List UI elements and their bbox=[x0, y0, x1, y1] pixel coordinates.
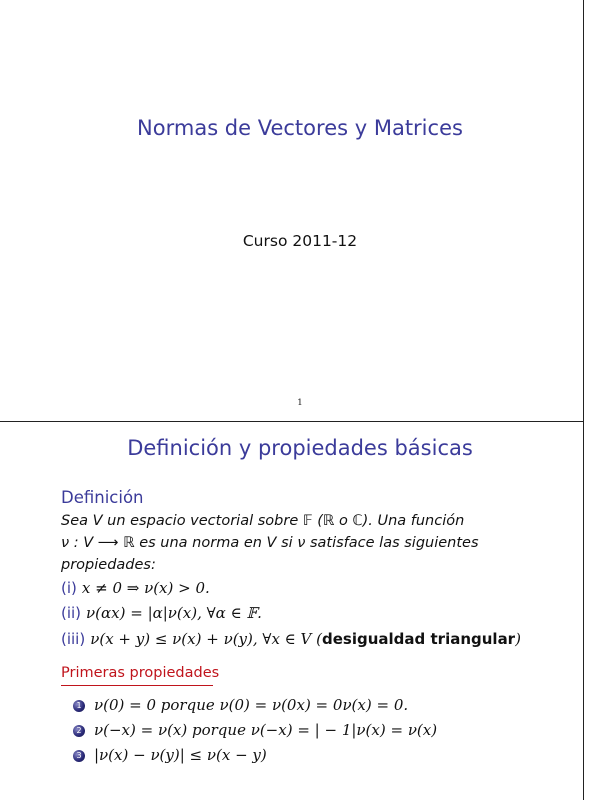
property-i bbox=[61, 579, 210, 597]
list-item-text: |ν(x) − ν(y)| ≤ ν(x − y) bbox=[94, 746, 267, 764]
slide-divider bbox=[0, 421, 584, 422]
page-number: 1 bbox=[297, 398, 303, 408]
list-item bbox=[73, 696, 408, 714]
property-text: ν(αx) = |α|ν(x), ∀α ∈ 𝔽. bbox=[86, 604, 262, 622]
list-item-text: ν(0) = 0 porque ν(0) = ν(0x) = 0ν(x) = 0. bbox=[94, 696, 409, 714]
property-emphasis: desigualdad triangular bbox=[322, 630, 516, 648]
property-text: ν(x + y) ≤ ν(x) + ν(y), ∀x ∈ V ( bbox=[90, 630, 323, 648]
definition-line-3: propiedades: bbox=[61, 557, 156, 573]
property-ii bbox=[61, 604, 262, 622]
numbered-ball-icon: 3 bbox=[73, 750, 85, 762]
first-properties-heading: Primeras propiedades bbox=[61, 665, 220, 681]
heading-underline bbox=[61, 685, 213, 686]
list-item bbox=[73, 721, 437, 739]
numbered-ball-icon: 2 bbox=[73, 725, 85, 737]
slide1-title: Normas de Vectores y Matrices bbox=[137, 116, 463, 140]
list-item-text: ν(−x) = ν(x) porque ν(−x) = | − 1|ν(x) = ν(x) bbox=[94, 721, 438, 739]
property-close: ) bbox=[515, 630, 521, 648]
property-label: (iii) bbox=[61, 630, 86, 648]
property-label: (ii) bbox=[61, 604, 82, 622]
property-label: (i) bbox=[61, 579, 77, 597]
list-item bbox=[73, 746, 267, 764]
definition-heading: Definición bbox=[61, 488, 144, 507]
slide1-subtitle: Curso 2011-12 bbox=[242, 232, 358, 250]
property-text: x ≠ 0 ⇒ ν(x) > 0. bbox=[81, 579, 210, 597]
property-iii bbox=[61, 630, 521, 648]
slide2-title: Definición y propiedades básicas bbox=[127, 436, 473, 460]
definition-line-1: Sea V un espacio vectorial sobre 𝔽 (ℝ o ℂ). Una función bbox=[61, 513, 465, 529]
numbered-ball-icon: 1 bbox=[73, 700, 85, 712]
definition-line-2: ν : V ⟶ ℝ es una norma en V si ν satisface las siguientes bbox=[61, 535, 479, 551]
